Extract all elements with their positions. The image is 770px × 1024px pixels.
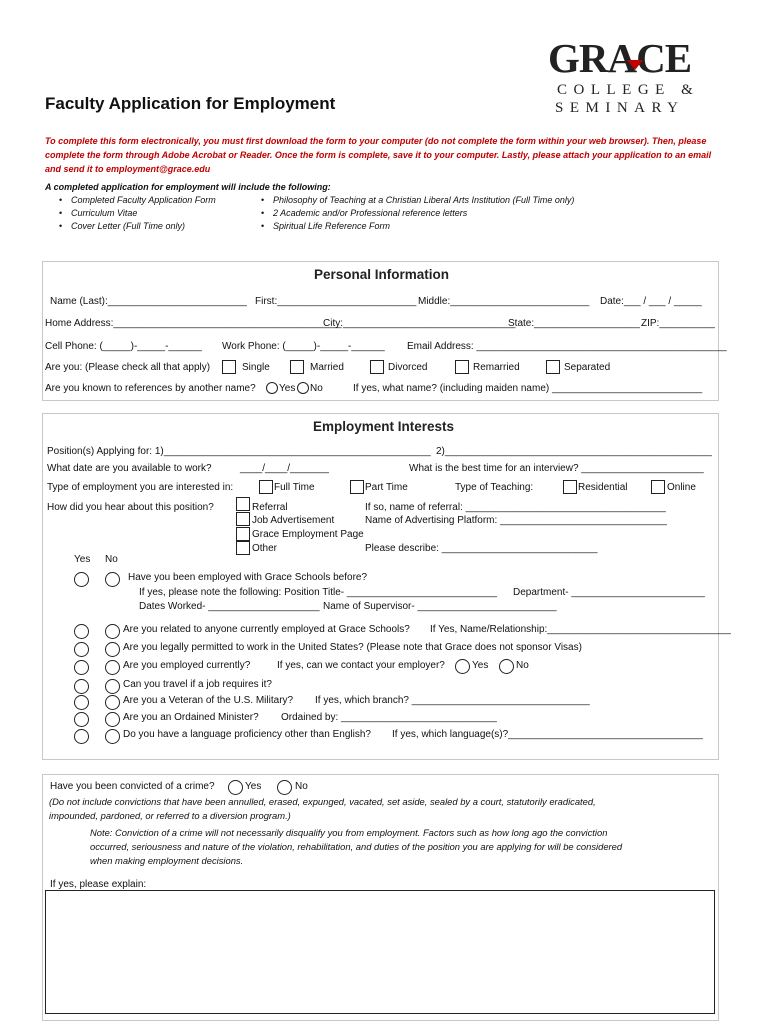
part-time-checkbox[interactable]	[350, 480, 364, 494]
ordained-by-field[interactable]: Ordained by: ____________________________	[281, 712, 497, 723]
last-name-field[interactable]: Name (Last):_________________________	[50, 296, 247, 307]
work-phone-field[interactable]: Work Phone: (_____)-_____-______	[222, 341, 385, 352]
language-question: Do you have a language proficiency other than English?	[123, 729, 371, 740]
job-ad-label: Job Advertisement	[252, 515, 335, 526]
other-name-field[interactable]: If yes, what name? (including maiden name) ___________________________	[353, 383, 703, 394]
separated-checkbox[interactable]	[546, 360, 560, 374]
personal-info-heading: Personal Information	[314, 267, 450, 282]
grace-logo: GRACE	[548, 35, 692, 81]
includes-heading: A completed application for employment will include the following:	[45, 182, 331, 192]
include-item: • 2 Academic and/or Professional reference letters	[273, 208, 467, 218]
residential-label: Residential	[578, 482, 628, 493]
middle-name-field[interactable]: Middle:_________________________	[418, 296, 590, 307]
permitted-question: Are you legally permitted to work in the United States? (Please note that Grace does not sponsor Visas)	[123, 642, 582, 653]
yes-label: Yes	[279, 383, 296, 394]
position-2-field[interactable]: 2)________________________________________________	[436, 446, 712, 457]
job-ad-checkbox[interactable]	[236, 512, 250, 526]
language-no-radio[interactable]	[105, 729, 120, 744]
contact-no-radio[interactable]	[499, 659, 514, 674]
dates-worked-field[interactable]: Dates Worked- ____________________	[139, 601, 320, 612]
full-time-label: Full Time	[274, 482, 315, 493]
separated-label: Separated	[564, 362, 611, 373]
residential-checkbox[interactable]	[563, 480, 577, 494]
instructions-line-1: To complete this form electronically, you must first download the form to your computer (do not complete the form within your web browser). Then, please	[45, 136, 707, 146]
related-yes-radio[interactable]	[74, 624, 89, 639]
hear-about-label: How did you hear about this position?	[47, 502, 214, 513]
crime-yes-label: Yes	[245, 781, 262, 792]
veteran-question: Are you a Veteran of the U.S. Military?	[123, 695, 294, 706]
contact-no-label: No	[516, 660, 529, 671]
logo-triangle-icon	[627, 60, 643, 70]
full-time-checkbox[interactable]	[259, 480, 273, 494]
employed-question: Are you employed currently?	[123, 660, 251, 671]
no-label: No	[310, 383, 323, 394]
grace-page-checkbox[interactable]	[236, 527, 250, 541]
crime-note-2: occurred, seriousness and nature of the violation, rehabilitation, and duties of the position you are applying for will be considered	[90, 841, 623, 852]
single-checkbox[interactable]	[222, 360, 236, 374]
supervisor-field[interactable]: Name of Supervisor- _________________________	[323, 601, 557, 612]
permitted-no-radio[interactable]	[105, 642, 120, 657]
explain-label: If yes, please explain:	[50, 879, 147, 890]
branch-field[interactable]: If yes, which branch? ________________________________	[315, 695, 590, 706]
crime-no-radio[interactable]	[277, 780, 292, 795]
prior-position-field[interactable]: If yes, please note the following: Position Title- ___________________________	[139, 587, 498, 598]
divorced-label: Divorced	[388, 362, 428, 373]
referral-checkbox[interactable]	[236, 497, 250, 511]
crime-exclusion-1: (Do not include convictions that have been annulled, erased, expunged, vacated, set aside, sealed by a court, statutorily eradicated,	[49, 796, 596, 807]
home-address-field[interactable]: Home Address:_________________________________________	[45, 318, 342, 329]
marital-status-label: Are you: (Please check all that apply)	[45, 362, 211, 373]
include-item: • Cover Letter (Full Time only)	[71, 221, 185, 231]
ad-platform-field[interactable]: Name of Advertising Platform: ______________________________	[365, 515, 667, 526]
ordained-yes-radio[interactable]	[74, 712, 89, 727]
yes-column-label: Yes	[74, 554, 91, 565]
crime-note-3: when making employment decisions.	[90, 855, 244, 866]
crime-yes-radio[interactable]	[228, 780, 243, 795]
other-name-yes-radio[interactable]	[266, 382, 278, 394]
employed-no-radio[interactable]	[105, 660, 120, 675]
part-time-label: Part Time	[365, 482, 408, 493]
include-item: • Philosophy of Teaching at a Christian Liberal Arts Institution (Full Time only)	[273, 195, 574, 205]
city-field[interactable]: City:_______________________________	[323, 318, 516, 329]
related-question: Are you related to anyone currently employed at Grace Schools?	[123, 624, 410, 635]
logo-line-1: COLLEGE &	[557, 82, 700, 98]
no-column-label: No	[105, 554, 118, 565]
page-title: Faculty Application for Employment	[45, 94, 336, 113]
referral-name-field[interactable]: If so, name of referral: ____________________________________	[365, 502, 666, 513]
contact-yes-label: Yes	[472, 660, 489, 671]
email-field[interactable]: Email Address: _____________________________________________	[407, 341, 727, 352]
language-field[interactable]: If yes, which language(s)?___________________________________	[392, 729, 703, 740]
include-item: • Curriculum Vitae	[71, 208, 137, 218]
other-label: Other	[252, 543, 278, 554]
grace-before-yes-radio[interactable]	[74, 572, 89, 587]
teaching-type-label: Type of Teaching:	[455, 482, 534, 493]
grace-before-no-radio[interactable]	[105, 572, 120, 587]
crime-exclusion-2: impounded, pardoned, or referred to a diversion program.)	[49, 810, 291, 821]
referral-label: Referral	[252, 502, 288, 513]
language-yes-radio[interactable]	[74, 729, 89, 744]
grace-page-label: Grace Employment Page	[252, 529, 364, 540]
employment-type-label: Type of employment you are interested in:	[47, 482, 234, 493]
personal-info-section	[42, 261, 719, 401]
other-name-question: Are you known to references by another name?	[45, 383, 256, 394]
permitted-yes-radio[interactable]	[74, 642, 89, 657]
include-item: • Completed Faculty Application Form	[71, 195, 216, 205]
cell-phone-field[interactable]: Cell Phone: (_____)-_____-______	[45, 341, 202, 352]
remarried-checkbox[interactable]	[455, 360, 469, 374]
other-checkbox[interactable]	[236, 541, 250, 555]
other-name-no-radio[interactable]	[297, 382, 309, 394]
date-field[interactable]: Date:___ / ___ / _____	[600, 296, 702, 307]
crime-no-label: No	[295, 781, 308, 792]
crime-question: Have you been convicted of a crime?	[50, 781, 215, 792]
best-time-field[interactable]: What is the best time for an interview? ______________________	[409, 463, 704, 474]
married-label: Married	[310, 362, 344, 373]
available-date-label: What date are you available to work?	[47, 463, 212, 474]
ordained-no-radio[interactable]	[105, 712, 120, 727]
online-checkbox[interactable]	[651, 480, 665, 494]
employed-yes-radio[interactable]	[74, 660, 89, 675]
veteran-no-radio[interactable]	[105, 695, 120, 710]
travel-yes-radio[interactable]	[74, 679, 89, 694]
state-field[interactable]: State:___________________	[508, 318, 640, 329]
remarried-label: Remarried	[473, 362, 520, 373]
divorced-checkbox[interactable]	[370, 360, 384, 374]
contact-yes-radio[interactable]	[455, 659, 470, 674]
travel-question: Can you travel if a job requires it?	[123, 679, 272, 690]
instructions-line-3: and send it to employment@grace.edu	[45, 164, 211, 174]
ordained-question: Are you an Ordained Minister?	[123, 712, 259, 723]
zip-field[interactable]: ZIP:__________	[641, 318, 715, 329]
instructions-line-2: complete the form through Adobe Acrobat or Reader. Once the form is complete, save it to your computer. Lastly, please attach your application to an email	[45, 150, 712, 160]
contact-employer-question: If yes, can we contact your employer?	[277, 660, 445, 671]
prior-department-field[interactable]: Department- ________________________	[513, 587, 705, 598]
describe-field[interactable]: Please describe: ____________________________	[365, 543, 598, 554]
available-date-field[interactable]: ____/____/_______	[240, 463, 329, 474]
relationship-field[interactable]: If Yes, Name/Relationship:_________________________________	[430, 624, 731, 635]
position-1-field[interactable]: Position(s) Applying for: 1)________________________________________________	[47, 446, 431, 457]
first-name-field[interactable]: First:_________________________	[255, 296, 417, 307]
online-label: Online	[667, 482, 696, 493]
travel-no-radio[interactable]	[105, 679, 120, 694]
single-label: Single	[242, 362, 270, 373]
logo-line-2: SEMINARY	[555, 100, 685, 116]
crime-note-1: Note: Conviction of a crime will not necessarily disqualify you from employment. Factors such as how long ago the conviction	[90, 827, 608, 838]
grace-before-question: Have you been employed with Grace Schools before?	[128, 572, 368, 583]
explain-textarea[interactable]	[45, 890, 715, 1014]
include-item: • Spiritual Life Reference Form	[273, 221, 390, 231]
related-no-radio[interactable]	[105, 624, 120, 639]
employment-heading: Employment Interests	[313, 419, 455, 434]
veteran-yes-radio[interactable]	[74, 695, 89, 710]
married-checkbox[interactable]	[290, 360, 304, 374]
